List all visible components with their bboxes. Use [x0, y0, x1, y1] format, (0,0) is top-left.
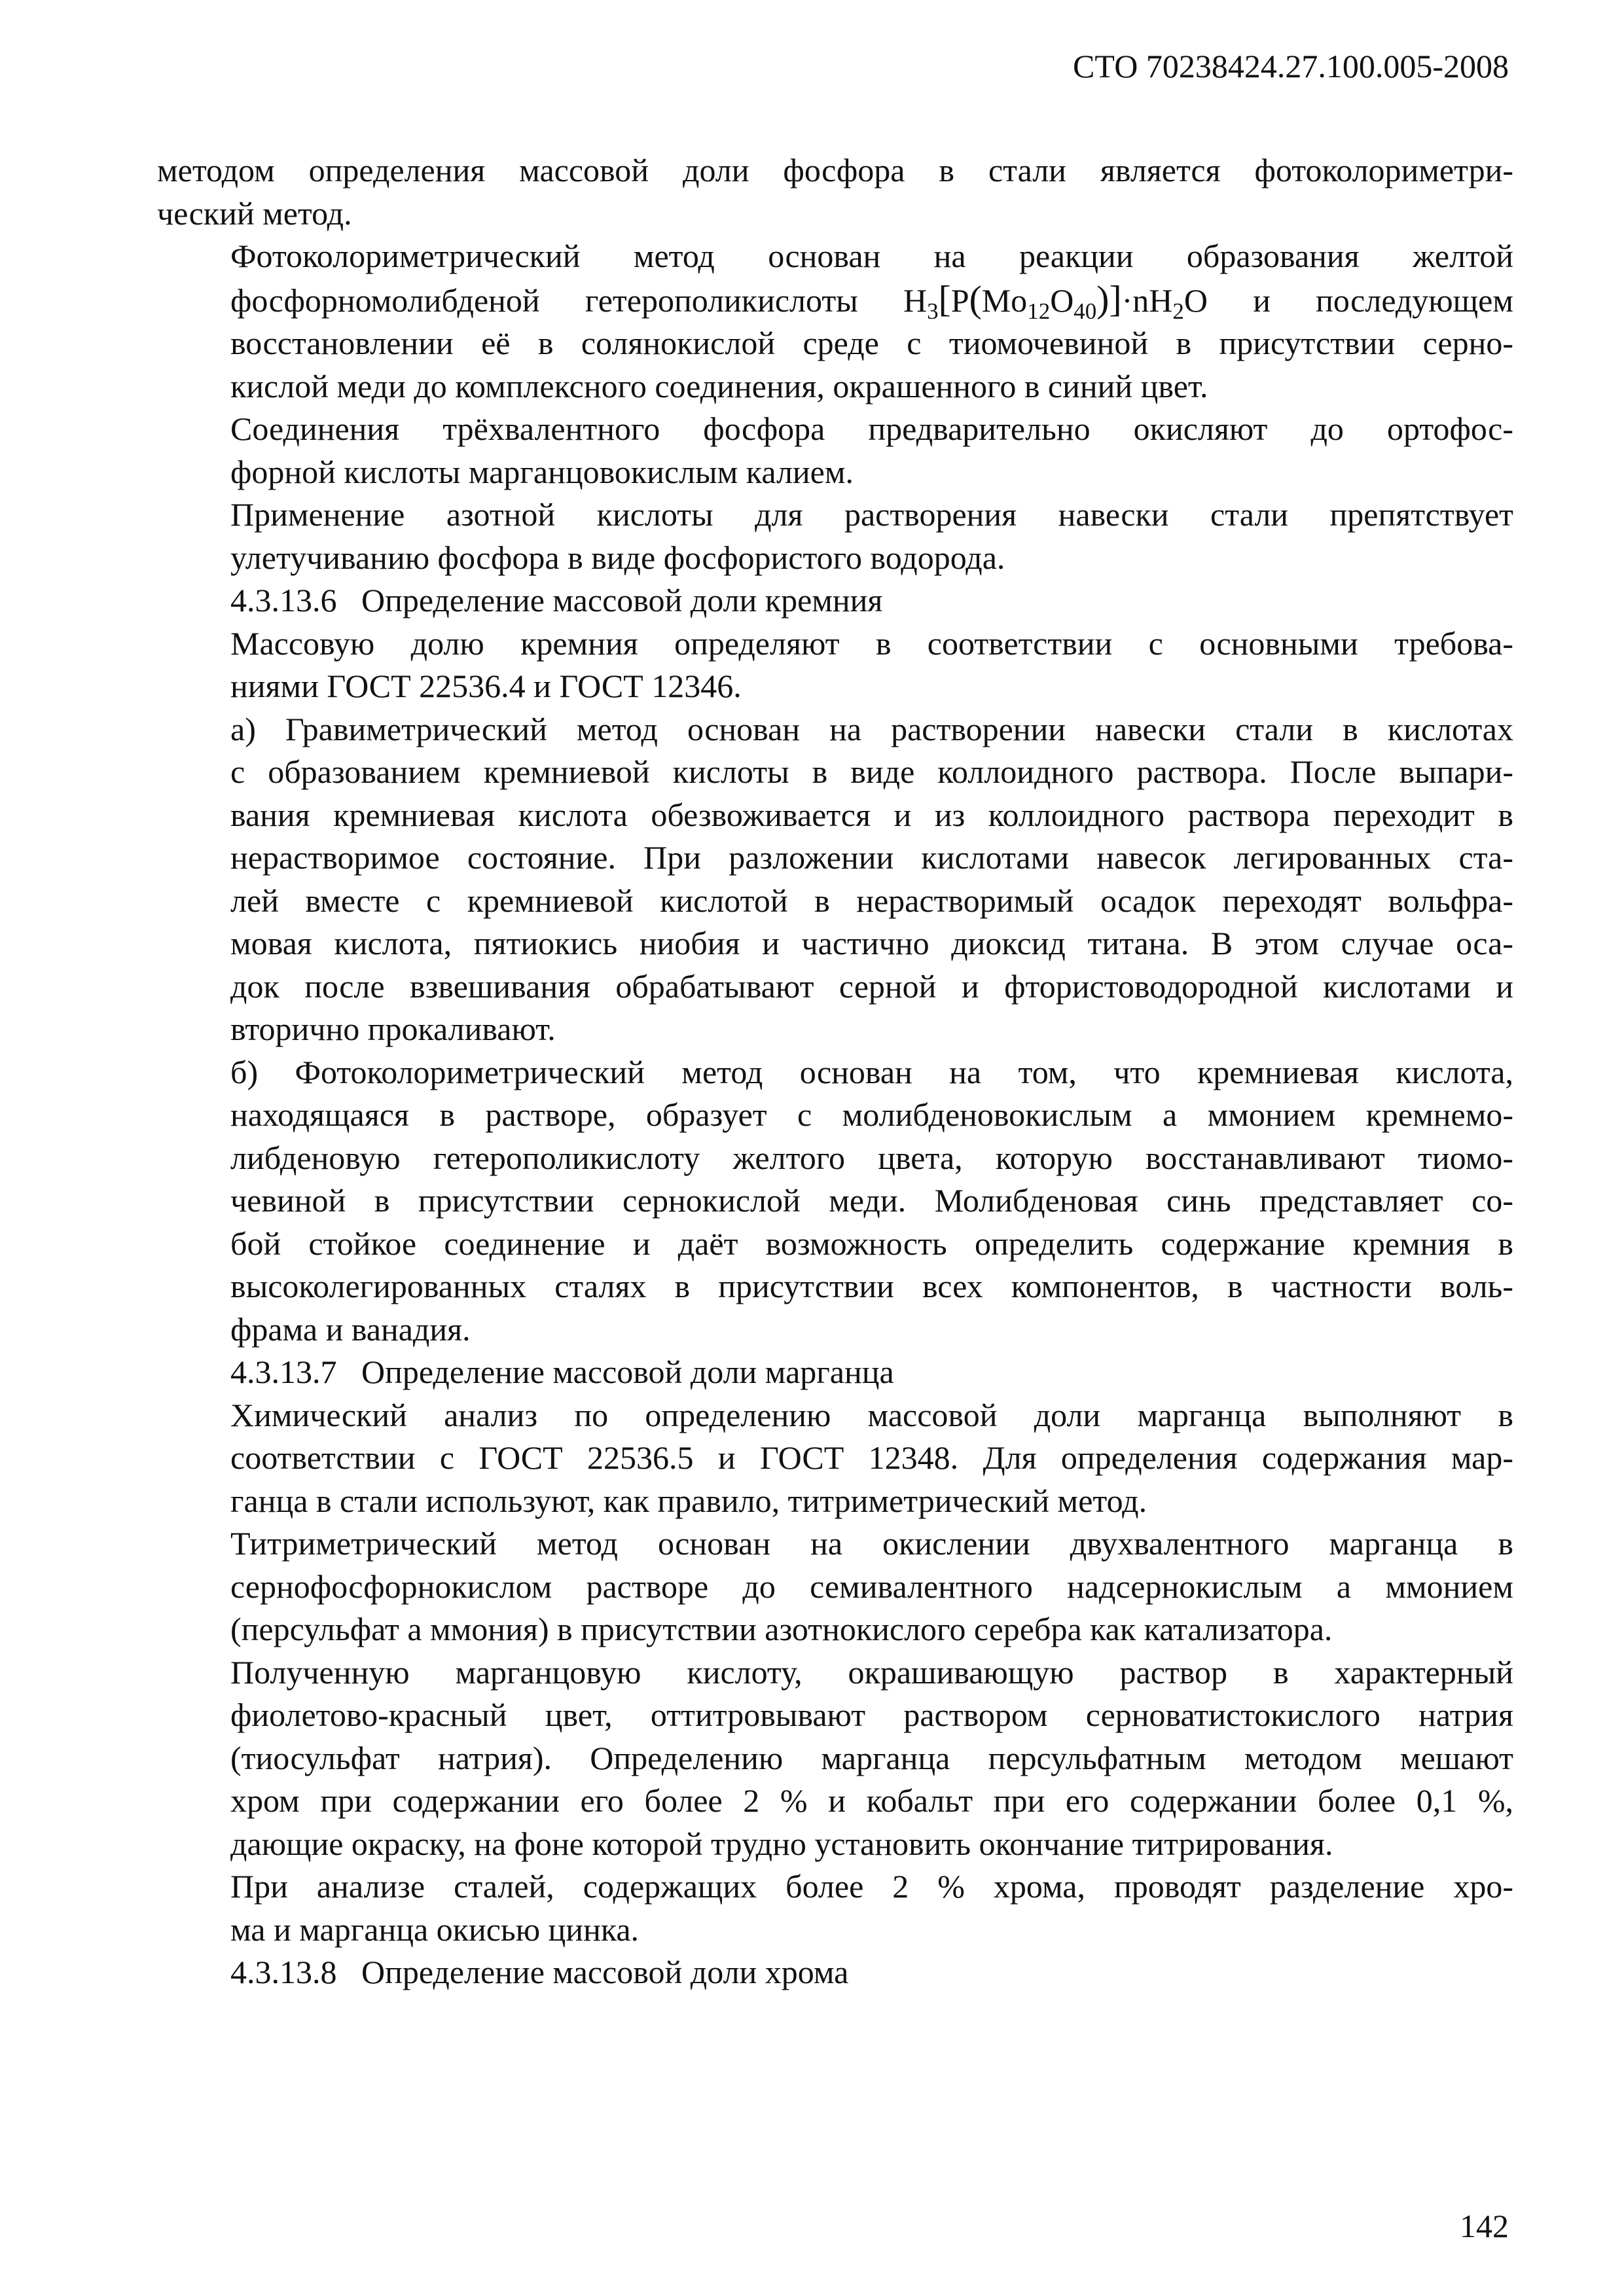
- section-heading: [157, 1351, 1513, 1394]
- text-line: ганца в стали используют, как правило, титриметрический метод.: [230, 1482, 1147, 1519]
- text-line: (тиосульфат натрия). Определению марганца персульфатным методом мешают: [230, 1739, 1513, 1776]
- text-line: ма и марганца окисью цинка.: [230, 1910, 640, 1948]
- text-line: кислой меди до комплексного соединения, окрашенного в синий цвет.: [230, 367, 1208, 404]
- text-line-with-formula: [157, 278, 1513, 323]
- text-line: с образованием кремниевой кислоты в виде коллоидного раствора. После выпари-: [230, 753, 1513, 790]
- text-line: ниями ГОСТ 22536.4 и ГОСТ 12346.: [230, 668, 742, 704]
- paragraph: [157, 1394, 1513, 1523]
- document-code-header: СТО 70238424.27.100.005-2008: [1073, 48, 1509, 84]
- paragraph: [157, 1051, 1513, 1352]
- text-line: (персульфат а ммония) в присутствии азотнокислого серебра как катализатора.: [230, 1611, 1333, 1647]
- paragraph: [157, 708, 1513, 1051]
- text-line: соответствии с ГОСТ 22536.5 и ГОСТ 12348. Для определения содержания мар-: [230, 1439, 1513, 1476]
- section-number: 4.3.13.8: [230, 1954, 337, 1990]
- text-line: улетучиванию фосфора в виде фосфористого водорода.: [230, 539, 1005, 576]
- text-line: высоколегированных сталях в присутствии всех компонентов, в частности воль-: [230, 1268, 1513, 1304]
- text-segment: и последующем: [1207, 281, 1513, 319]
- section-heading: [157, 1951, 1513, 1994]
- text-line: Титриметрический метод основан на окислении двухвалентного марганца в: [230, 1525, 1513, 1562]
- section-number: 4.3.13.6: [230, 582, 337, 619]
- text-line: восстановлении её в солянокислой среде с тиомочевиной в присутствии серно-: [230, 325, 1513, 361]
- paragraph: [157, 622, 1513, 708]
- text-line: а) Гравиметрический метод основан на растворении навески стали в кислотах: [230, 710, 1513, 747]
- text-line: Соединения трёхвалентного фосфора предварительно окисляют до ортофос-: [230, 410, 1513, 447]
- text-line: Массовую долю кремния определяют в соответствии с основными требова-: [230, 624, 1513, 662]
- text-line: вторично прокаливают.: [230, 1011, 556, 1047]
- chemical-formula: $H_3[P(Mo_{12}O_{40})]\cdot nH_2O$: [903, 278, 1208, 324]
- text-line: либденовую гетерополикислоту желтого цвета, которую восстанавливают тиомо-: [230, 1139, 1513, 1176]
- text-line: нерастворимое состояние. При разложении кислотами навесок легированных ста-: [230, 839, 1513, 876]
- text-line: При анализе сталей, содержащих более 2 % хрома, проводят разделение хро-: [230, 1868, 1513, 1905]
- text-line: Применение азотной кислоты для растворения навески стали препятствует: [230, 496, 1513, 533]
- text-line: ческий метод.: [157, 194, 352, 232]
- text-line: хром при содержании его более 2 % и кобальт при его содержании более 0,1 %,: [230, 1782, 1513, 1819]
- text-line: чевиной в присутствии сернокислой меди. Молибденовая синь представляет со-: [230, 1182, 1513, 1219]
- paragraph: [157, 149, 1513, 235]
- paragraph: [157, 408, 1513, 493]
- text-line: лей вместе с кремниевой кислотой в нерастворимый осадок переходят вольфра-: [230, 882, 1513, 919]
- text-line: Полученную марганцовую кислоту, окрашивающую раствор в характерный: [230, 1653, 1513, 1691]
- text-line: Химический анализ по определению массовой доли марганца выполняют в: [230, 1396, 1513, 1433]
- section-heading: [157, 579, 1513, 622]
- text-line: находящаяся в растворе, образует с молибденовокислым а ммонием кремнемо-: [230, 1096, 1513, 1133]
- text-line: сернофосфорнокислом растворе до семивалентного надсернокислым а ммонием: [230, 1568, 1513, 1605]
- section-title: Определение массовой доли хрома: [361, 1954, 849, 1990]
- text-line: методом определения массовой доли фосфора в стали является фотоколориметри-: [157, 152, 1513, 188]
- section-number: 4.3.13.7: [230, 1354, 337, 1390]
- section-title: Определение массовой доли марганца: [361, 1354, 894, 1390]
- page-number: 142: [1460, 2208, 1509, 2244]
- text-line: вания кремниевая кислота обезвоживается и из коллоидного раствора переходит в: [230, 796, 1513, 833]
- text-line: фиолетово-красный цвет, оттитровывают раствором серноватистокислого натрия: [230, 1696, 1513, 1733]
- paragraph: [157, 1651, 1513, 1866]
- paragraph: [157, 493, 1513, 579]
- text-line: форной кислоты марганцовокислым калием.: [230, 453, 854, 490]
- text-line: фрама и ванадия.: [230, 1310, 471, 1348]
- text-line: док после взвешивания обрабатывают серной и фтористоводородной кислотами и: [230, 967, 1513, 1005]
- text-line: мовая кислота, пятиокись ниобия и частично диоксид титана. В этом случае оса-: [230, 925, 1513, 961]
- text-line: Фотоколориметрический метод основан на реакции образования желтой: [230, 238, 1513, 274]
- paragraph: [157, 235, 1513, 408]
- text-line: бой стойкое соединение и даёт возможность определить содержание кремния в: [230, 1225, 1513, 1262]
- text-line: дающие окраску, на фоне которой трудно установить окончание титрирования.: [230, 1825, 1333, 1862]
- text-segment: фосфорномолибденой гетерополикислоты: [230, 281, 903, 319]
- document-body: [157, 149, 1513, 1994]
- paragraph: [157, 1522, 1513, 1651]
- section-title: Определение массовой доли кремния: [361, 582, 883, 619]
- text-line: б) Фотоколориметрический метод основан на том, что кремниевая кислота,: [230, 1053, 1513, 1090]
- paragraph: [157, 1865, 1513, 1951]
